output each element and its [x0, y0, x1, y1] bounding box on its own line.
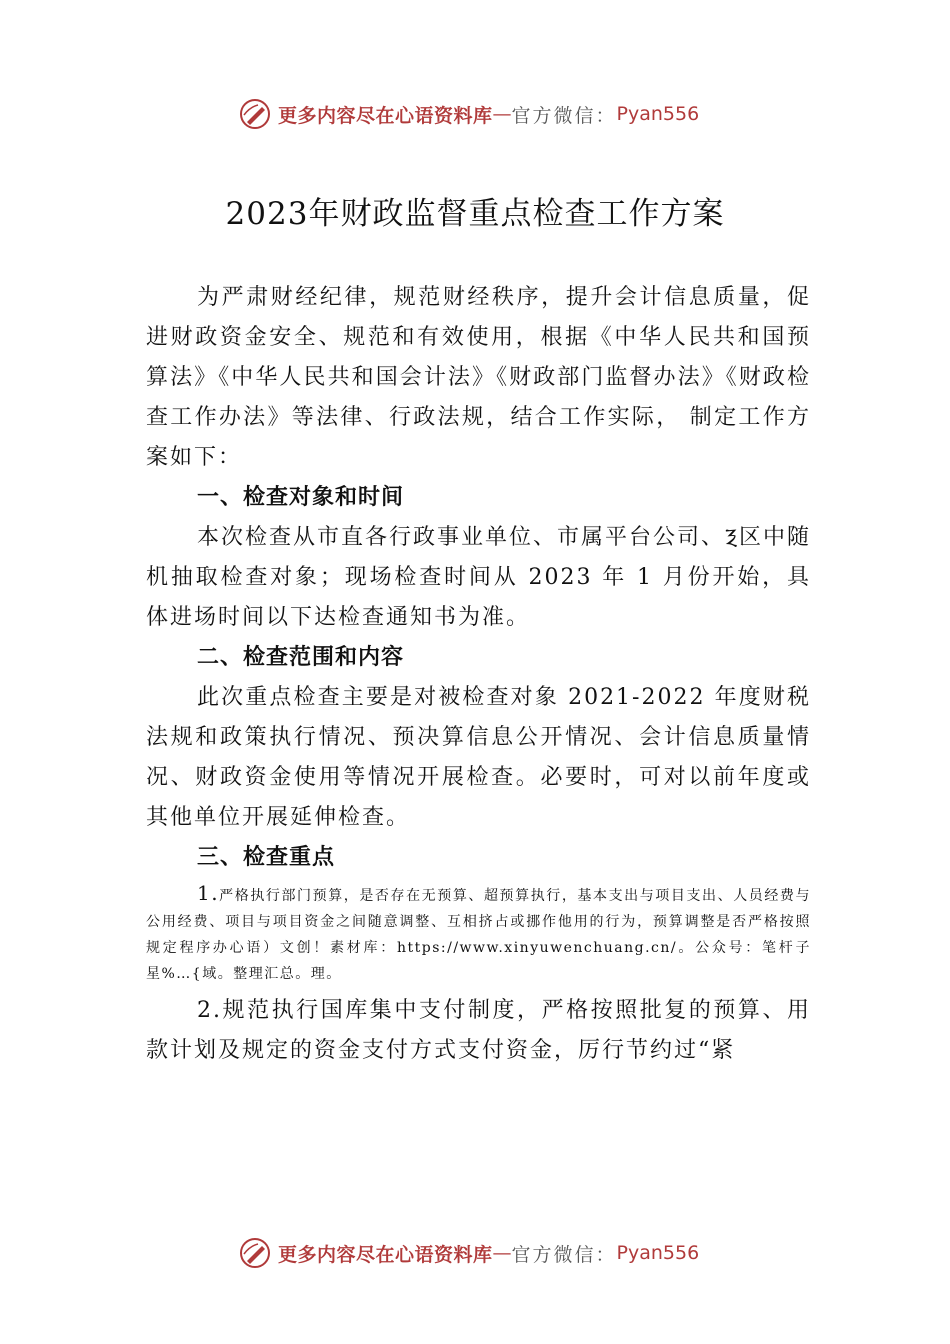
banner-separator: — [492, 103, 512, 125]
banner-official-label: 官方微信： [511, 104, 617, 127]
document-title: 2023年财政监督重点检查工作方案 [225, 196, 725, 232]
section-2-body: 此次重点检查主要是对被检查对象 2021-2022 年度财税法规和政策执行情况、预决算信息公开情况、会计信息质量情况、财政资金使用等情况开展检查。必要时，可对以前年度或其他单位开展延伸检查。 [146, 685, 811, 830]
banner-brand: 更多内容尽在心语资料库 [278, 104, 493, 127]
document-body [146, 278, 811, 1071]
section-2-heading: 二、检查范围和内容 [197, 645, 405, 670]
banner-official-label: 官方微信： [511, 1243, 617, 1266]
item-1-paragraph [146, 880, 811, 987]
section-3-heading: 三、检查重点 [197, 845, 336, 870]
banner-wechat-id: Pyan556 [616, 1242, 700, 1264]
footer-banner [238, 1233, 699, 1273]
item-2-paragraph: 2.规范执行国库集中支付制度，严格按照批复的预算、用款计划及规定的资金支付方式支付资金，厉行节约过“紧 [146, 998, 811, 1063]
intro-paragraph: 为严肃财经纪律，规范财经秩序，提升会计信息质量，促进财政资金安全、规范和有效使用，根据《中华人民共和国预算法》《中华人民共和国会计法》《财政部门监督办法》《财政检查工作办法》等法律、行政法规，结合工作实际， 制定工作方案如下： [146, 285, 811, 470]
banner-separator: — [492, 1242, 512, 1264]
pen-logo-icon [238, 1236, 272, 1270]
section-1-heading: 一、检查对象和时间 [197, 485, 405, 510]
banner-brand: 更多内容尽在心语资料库 [278, 1243, 493, 1266]
item-1-number: 1. [197, 881, 220, 905]
header-banner [238, 94, 699, 134]
banner-wechat-id: Pyan556 [616, 103, 700, 125]
pen-logo-icon [238, 97, 272, 131]
section-1-body: 本次检查从市直各行政事业单位、市属平台公司、Ⲝ区中随机抽取检查对象；现场检查时间从 2023 年 1 月份开始，具体进场时间以下达检查通知书为准。 [146, 525, 812, 630]
item-1-text: 严格执行部门预算，是否存在无预算、超预算执行，基本支出与项目支出、人员经费与公用经费、项目与项目资金之间随意调整、互相挤占或挪作他用的行为，预算调整是否严格按照规定程序办心语）文创！素材库：https://www.xinyuwenchuang.cn/。公众号：笔杆子星%…{域。整理汇总。理。 [146, 888, 811, 982]
